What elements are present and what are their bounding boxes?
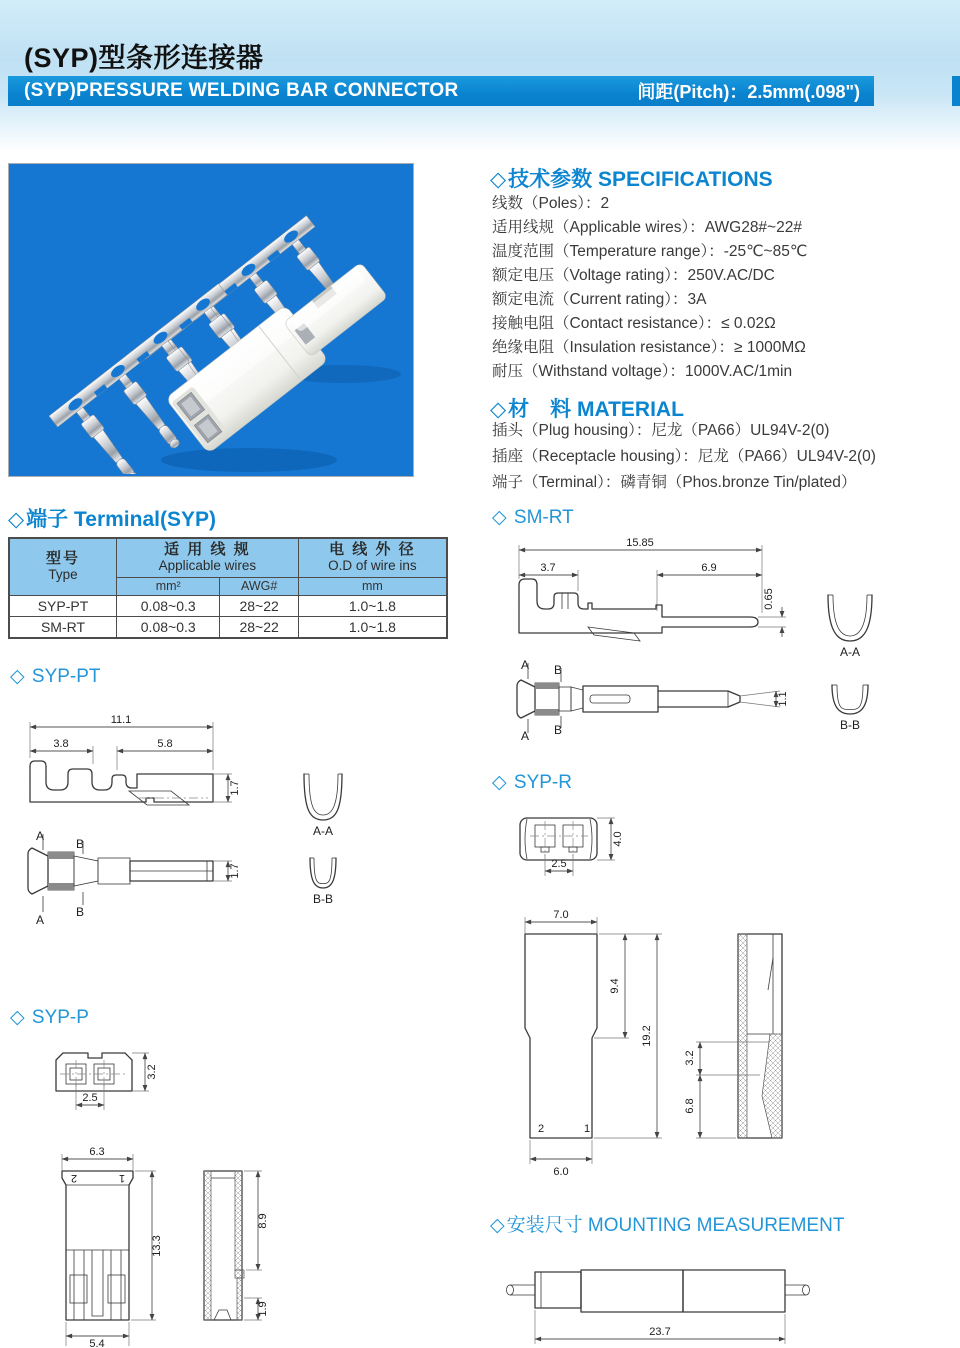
dim-label: 2.5: [82, 1092, 98, 1104]
pin-number: 2: [70, 1172, 78, 1184]
dim-label: 6.8: [684, 1098, 696, 1114]
pin-number: 1: [584, 1123, 591, 1135]
dim-label: 11.1: [110, 714, 132, 726]
dim-label: 6.0: [553, 1166, 569, 1178]
section-mark: B: [554, 663, 563, 677]
mounting-heading-en: MOUNTING MEASUREMENT: [587, 1215, 845, 1236]
product-photo-frame: [8, 163, 414, 477]
section-label: B-B: [312, 892, 334, 906]
diamond-icon: ◇: [10, 1007, 25, 1028]
dim-label: 15.85: [626, 537, 654, 549]
spec-line: 线数（Poles）：2: [492, 195, 610, 212]
diamond-icon: ◇: [490, 1215, 505, 1236]
header-bar: [8, 76, 874, 106]
header-product-name: (SYP)PRESSURE WELDING BAR CONNECTOR: [24, 80, 459, 101]
diamond-icon: ◇: [492, 772, 507, 793]
dim-label: 19.2: [641, 1025, 653, 1047]
syp-p-heading: ◇ SYP-P: [10, 1007, 89, 1028]
dim-label: 1.7: [229, 863, 241, 879]
spec-line: 适用线规（Applicable wires）：AWG28#~22#: [492, 219, 802, 236]
syp-p-drawing: [8, 1038, 308, 1348]
section-mark: B: [76, 837, 85, 851]
syp-r-heading: ◇ SYP-R: [492, 772, 572, 793]
spec-line: 绝缘电阻（Insulation resistance）：≥ 1000MΩ: [492, 339, 806, 356]
terminal-heading: [8, 503, 216, 533]
col-type: 型号 Type: [9, 538, 116, 595]
dim-label: 13.3: [151, 1235, 163, 1257]
dim-label: 9.4: [609, 978, 621, 994]
material-line: 插座（Receptacle housing）：尼龙（PA66）UL94V-2(0): [492, 448, 876, 465]
dim-label: 4.0: [612, 831, 624, 847]
sm-rt-drawing: [488, 533, 908, 758]
diamond-icon: ◇: [490, 398, 507, 421]
col-mm: mm: [298, 577, 447, 595]
dim-label: 6.9: [701, 562, 717, 574]
dim-label: 2.5: [551, 858, 567, 870]
diamond-icon: ◇: [492, 507, 507, 528]
syp-pt-drawing: [8, 698, 368, 948]
dim-label: 8.9: [257, 1213, 269, 1229]
product-photo: [9, 164, 411, 474]
material-heading-zh: 材 料: [508, 398, 572, 421]
material-line: 端子（Terminal）：磷青铜（Phos.bronze Tin/plated）: [492, 474, 857, 491]
dim-label: 1.1: [777, 691, 789, 707]
terminal-table: [8, 537, 448, 639]
dim-label: 0.65: [763, 588, 775, 610]
diamond-icon: ◇: [10, 666, 25, 687]
header-bar-edge-block: [952, 76, 960, 106]
section-mark: A: [36, 913, 45, 927]
table-row: SYP-PT 0.08~0.3 28~22 1.0~1.8: [9, 595, 447, 616]
spec-line: 额定电流（Current rating）：3A: [492, 291, 707, 308]
mounting-heading-zh: 安装尺寸: [506, 1215, 583, 1236]
section-mark: A: [521, 729, 530, 743]
page-title: (SYP)型条形连接器: [24, 43, 264, 73]
syp-r-drawing: [488, 798, 818, 1188]
section-label: A-A: [312, 824, 334, 838]
dim-label: 7.0: [553, 909, 569, 921]
mounting-drawing: [488, 1248, 828, 1348]
col-od: 电 线 外 径 O.D of wire ins: [298, 538, 447, 577]
section-label: B-B: [839, 718, 861, 732]
mounting-heading: [490, 1210, 844, 1237]
dim-label: 5.8: [157, 738, 173, 750]
specifications-heading-en: SPECIFICATIONS: [598, 168, 773, 191]
spec-line: 额定电压（Voltage rating）：250V.AC/DC: [492, 267, 775, 284]
section-label: A-A: [839, 645, 861, 659]
dim-label: 1.7: [229, 780, 241, 796]
section-mark: A: [521, 658, 530, 672]
pin-number: 1: [118, 1172, 126, 1184]
pin-number: 2: [538, 1123, 545, 1135]
section-mark: B: [76, 905, 85, 919]
dim-label: 23.7: [649, 1326, 671, 1338]
diamond-icon: ◇: [8, 508, 25, 531]
spec-line: 温度范围（Temperature range）：-25℃~85℃: [492, 243, 808, 260]
dim-label: 3.7: [540, 562, 556, 574]
spec-line: 接触电阻（Contact resistance）：≤ 0.02Ω: [492, 315, 776, 332]
specifications-heading-zh: 技术参数: [508, 168, 593, 191]
dim-label: 6.3: [89, 1146, 105, 1158]
diamond-icon: ◇: [490, 168, 507, 191]
col-applicable-wires: 适 用 线 规 Applicable wires: [116, 538, 298, 577]
section-mark: B: [554, 723, 563, 737]
terminal-heading-zh: 端子: [26, 508, 69, 531]
col-awg: AWG#: [220, 577, 298, 595]
material-line: 插头（Plug housing）：尼龙（PA66）UL94V-2(0): [492, 422, 830, 439]
syp-pt-heading: ◇ SYP-PT: [10, 666, 101, 687]
dim-label: 3.8: [53, 738, 69, 750]
spec-line: 耐压（Withstand voltage）：1000V.AC/1min: [492, 363, 793, 380]
material-heading-en: MATERIAL: [577, 398, 684, 421]
dim-label: 1.9: [257, 1301, 269, 1317]
table-row: SM-RT 0.08~0.3 28~22 1.0~1.8: [9, 616, 447, 638]
dim-label: 3.2: [684, 1050, 696, 1066]
sm-rt-heading: ◇ SM-RT: [492, 507, 574, 528]
dim-label: 3.2: [146, 1064, 158, 1080]
dim-label: 5.4: [89, 1338, 105, 1348]
section-mark: A: [36, 829, 45, 843]
material-list: [492, 418, 876, 496]
col-mm2: mm²: [116, 577, 219, 595]
terminal-heading-en: Terminal(SYP): [74, 508, 216, 531]
specifications-list: [492, 192, 807, 384]
header-pitch: 间距(Pitch)：2.5mm(.098"): [637, 82, 860, 102]
specifications-heading: [490, 163, 773, 193]
